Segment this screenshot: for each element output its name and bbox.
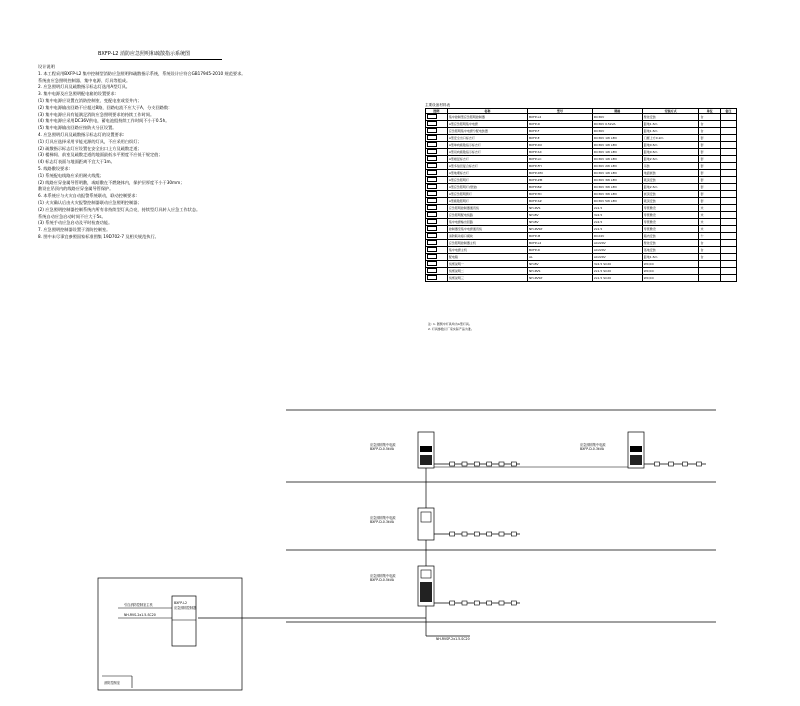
legend-cell: 台 (699, 254, 720, 261)
luminaire-mark (487, 532, 492, 536)
legend-cell: 门框上方0.2m (642, 135, 699, 142)
legend-cell: AL (528, 254, 593, 261)
legend-cell: BXFP-DM (528, 170, 593, 177)
note-line: (3) 系统手动应急启动及平时检查功能。 (38, 220, 113, 226)
legend-cell: 嵌顶安装 (642, 191, 699, 198)
legend-cell: 3x2.5 SC20 (592, 261, 642, 268)
legend-header: 单位 (699, 109, 720, 114)
legend-cell: A型地埋标志灯 (447, 170, 527, 177)
note-line: (2) 应急照明控制器控制系统内所有非持续型灯具点亮，持续型灯具转入应急工作状态。 (38, 206, 201, 212)
legend-cell: BXFP-D (528, 247, 593, 254)
legend-cell: NH-RVSP (528, 226, 593, 233)
notes-heading: 设计说明 (38, 64, 55, 69)
legend-cell: 距地1.5m (642, 128, 699, 135)
legend-cell: 线缆说明一 (447, 261, 527, 268)
legend-cell: DC36V 1W LED (592, 135, 642, 142)
note-line: 1. 本工程采用BXFP-L2 集中控制型消防应急照明和疏散指示系统，系统设计应符合GB17945-2010 规范要求。 (38, 70, 246, 76)
legend-cell: 2x1.5 (592, 205, 642, 212)
note-line: 4. 应急照明灯具及疏散指示标志灯的设置要求: (38, 131, 125, 137)
box-sub: BXFP-D-0.5kVA (370, 578, 394, 582)
legend-header: 备注 (720, 109, 736, 114)
power-box-low (418, 566, 520, 606)
legend-cell: 集中控制型应急照明控制器 (447, 114, 527, 121)
note-line: (5) 集中电源输出回路应按防火分区设置。 (38, 125, 117, 131)
legend-cell: 套 (699, 149, 720, 156)
legend-cell: 落地安装 (642, 247, 699, 254)
legend-cell: BXFP-BZ (528, 184, 593, 191)
note-line: (1) 火灾确认后由火灾报警控制器联动应急照明控制器； (38, 199, 142, 205)
luminaire-mark (462, 462, 467, 466)
box-sub: BXFP-D-0.3kVA (370, 520, 394, 524)
legend-header: 型号 (528, 109, 593, 114)
legend-cell: DC36V 1W LED (592, 170, 642, 177)
note-line: 6. 本系统应与火灾自动报警系统联动，联动控制要求: (38, 193, 137, 199)
legend-cell: DC36V 3W LED (592, 177, 642, 184)
controller-model: BXFP-L2 (174, 601, 188, 605)
legend-caption: 主要设备材料表 (425, 103, 451, 107)
legend-cell: A型应急照明灯(壁装) (447, 184, 527, 191)
note-line: (2) 集中电源输出回路不应超过8路，回路电流不应大于A，分支回路数： (38, 104, 173, 110)
note-line: (4) 集中电源应采用DC36V供电，蓄电池组持续工作时间不小于0.5h。 (38, 118, 170, 124)
legend-cell: 距地1.5m (642, 254, 699, 261)
luminaire-mark (450, 532, 455, 536)
legend-cell: 距地1.5m (642, 121, 699, 128)
legend-cell: 个 (699, 233, 720, 240)
luminaire-mark (655, 462, 660, 466)
legend-cell: BXFP-SZ (528, 198, 593, 205)
legend-cell: 台 (699, 240, 720, 247)
box-label: 应急照明集中电源 (370, 516, 396, 520)
legend-cell: 套 (699, 198, 720, 205)
legend-cell: NH-BV (528, 212, 593, 219)
luminaire-mark (474, 532, 479, 536)
bottom-line-label: NH-RVSP-2x1.5-SC20 (436, 637, 470, 641)
legend-cell: 吊装 (642, 163, 699, 170)
note-line: (2) 疏散指示标志灯应设置在安全出口上方及疏散走道； (38, 145, 142, 151)
legend-cell: 套 (699, 191, 720, 198)
legend-cell: 控制器至集中电源通讯线 (447, 226, 527, 233)
luminaire-mark (462, 532, 467, 536)
legend-cell: 穿管敷设 (642, 205, 699, 212)
legend-cell: 应急照明控制器主机 (447, 240, 527, 247)
controller-source-label: 引自消防控制室主机 (124, 603, 153, 607)
legend-cell: BXFP-D (528, 121, 593, 128)
note-line: (3) 楼梯间、前室及疏散走道的地面最低水平照度不应低于规定值； (38, 152, 163, 158)
legend-cell: BXFP-LC (528, 156, 593, 163)
legend-cell: 套 (699, 177, 720, 184)
note-line: (1) 集中电源应设置在消防控制室、变配电室或竖井内； (38, 97, 142, 103)
legend-cell: A型多信息复合标志灯 (447, 163, 527, 170)
legend-cell: 线缆说明二 (447, 268, 527, 275)
note-line: 5. 线路敷设要求: (38, 165, 70, 171)
legend-cell: DC36V 3W LED (592, 184, 642, 191)
legend-header: 安装方式 (642, 109, 699, 114)
legend-cell: DC36V 1W LED (592, 156, 642, 163)
luminaire-mark (697, 462, 702, 466)
legend-cell: DC36V 1W LED (592, 149, 642, 156)
legend-cell: BXFP-ZM (528, 177, 593, 184)
controller-cable-label: NH-RVS-2x1.5-SC20 (124, 613, 156, 617)
legend-cell: BXFP-SX (528, 149, 593, 156)
legend-cell: 台 (699, 114, 720, 121)
legend-cell: BXFP-M (528, 233, 593, 240)
legend-cell: 距地0.5m (642, 149, 699, 156)
legend-cell: DC36V 5W LED (592, 198, 642, 205)
legend-cell: 2x2.5 (592, 219, 642, 226)
legend-cell: 距地2.5m (642, 156, 699, 163)
luminaire-mark (499, 601, 504, 605)
luminaire-mark (511, 462, 516, 466)
legend-cell: 集中电源输出回路 (447, 219, 527, 226)
luminaire-mark (450, 462, 455, 466)
legend-cell: WC/CC (642, 261, 699, 268)
luminaire-mark (462, 601, 467, 605)
legend-cell: DC36V 1W LED (592, 142, 642, 149)
legend-cell: 套 (699, 184, 720, 191)
note-line: (1) 系统配电线路应采用耐火线缆； (38, 172, 104, 178)
legend-cell: 套 (699, 142, 720, 149)
luminaire-marks (450, 462, 702, 605)
legend-cell: A型应急照明筒灯 (447, 191, 527, 198)
legend-cell: BXFP-DX (528, 142, 593, 149)
legend-cell: NH-RVS (528, 268, 593, 275)
note-line: 3. 集中电源及应急照明配电箱的设置要求: (38, 91, 116, 97)
power-box-mid (418, 508, 520, 540)
legend-cell: BXFP-FH (528, 163, 593, 170)
luminaire-mark (499, 462, 504, 466)
legend-cell: 距地0.5m (642, 142, 699, 149)
room-label: 消防控制室 (104, 681, 120, 685)
luminaire-mark (474, 462, 479, 466)
legend-cell: 套 (699, 170, 720, 177)
legend-cell: 线缆说明三 (447, 275, 527, 282)
legend-cell: NH-BV (528, 219, 593, 226)
legend-cell: A型楼层标志灯 (447, 156, 527, 163)
note-line: 2. 应急照明灯具及疏散指示标志灯选用A型灯具。 (38, 84, 130, 90)
legend-cell: AC220V (592, 247, 642, 254)
legend-cell: 台 (699, 128, 720, 135)
legend-cell: 距地2.5m (642, 184, 699, 191)
legend-cell: DC24V (592, 233, 642, 240)
legend-cell: NH-RVS (528, 205, 593, 212)
legend-cell: BXFP-TD (528, 191, 593, 198)
legend-cell: BXFP-L2 (528, 240, 593, 247)
legend-cell: BXFP-L2 (528, 114, 593, 121)
note-line: 8. 图中未尽事宜参照国家标准图集 19D702-7 及相关规范执行。 (38, 233, 159, 239)
legend-cell: WC/CC (642, 268, 699, 275)
controller-name: 应急照明控制器 (174, 606, 197, 610)
legend-cell: DC36V 0.5kVA (592, 121, 642, 128)
legend-cell: A型双向疏散指示标志灯 (447, 149, 527, 156)
luminaire-mark (487, 462, 492, 466)
drawing-title: BXFP-L2 消防应急照明和疏散指示系统图 (98, 51, 190, 57)
legend-footnote: 注: 1. 图例中灯具均为A型灯具。 (428, 322, 472, 326)
legend-cell: A型应急照明灯 (447, 177, 527, 184)
legend-cell: 米 (699, 212, 720, 219)
legend-cell: AC220V (592, 240, 642, 247)
legend-cell: 应急照明配电线路 (447, 212, 527, 219)
legend-cell: 集中电源主机 (447, 247, 527, 254)
luminaire-mark (669, 462, 674, 466)
legend-cell: 穿管敷设 (642, 212, 699, 219)
box-label: 应急照明集中电源 (370, 574, 396, 578)
legend-header: 图例 (426, 109, 448, 114)
note-line: 7. 应急照明控制器设置于消防控制室。 (38, 227, 111, 233)
legend-cell: 箱内安装 (642, 233, 699, 240)
luminaire-mark (511, 532, 516, 536)
legend-cell: 2x1.5 SC20 (592, 268, 642, 275)
box-sub: BXFP-D-0.3kVA (580, 447, 604, 451)
legend-cell: 3x2.5 (592, 212, 642, 219)
note-line: (3) 集中电源应具有能满足消防应急照明要求的持续工作时间。 (38, 111, 155, 117)
legend-cell: 米 (699, 226, 720, 233)
box-sub: BXFP-D-0.5kVA (370, 447, 394, 451)
luminaire-mark (683, 462, 688, 466)
legend-cell: WC/CC (642, 275, 699, 282)
legend-cell: 壁挂安装 (642, 240, 699, 247)
luminaire-mark (511, 601, 516, 605)
luminaire-mark (450, 601, 455, 605)
legend-header: 规格 (592, 109, 642, 114)
luminaire-mark (499, 532, 504, 536)
legend-header: 名称 (447, 109, 527, 114)
legend-cell: NH-BV (528, 261, 593, 268)
legend-cell: 台 (699, 247, 720, 254)
legend-cell: DC36V (592, 128, 642, 135)
legend-cell: 米 (699, 219, 720, 226)
legend-cell: DC36V (592, 114, 642, 121)
note-line: 系统自动应急启动时间不应大于5s。 (38, 213, 106, 219)
legend-cell: 配电箱 (447, 254, 527, 261)
legend-cell: A型应急照明集中电源 (447, 121, 527, 128)
legend-cell: 地面嵌装 (642, 170, 699, 177)
legend-cell: AC220V (592, 254, 642, 261)
box-label: 应急照明集中电源 (370, 443, 396, 447)
legend-cell: 应急照明控制器通讯线 (447, 205, 527, 212)
legend-cell: 台 (699, 121, 720, 128)
luminaire-mark (474, 601, 479, 605)
legend-cell: 消防联动接口模块 (447, 233, 527, 240)
legend-cell: A型安全出口标志灯 (447, 135, 527, 142)
legend-cell: 2x1.5 (592, 226, 642, 233)
legend-cell: 套 (699, 135, 720, 142)
legend-cell: BXFP-E (528, 135, 593, 142)
legend-cell: 穿管敷设 (642, 226, 699, 233)
note-line: 敷设在吊顶内的线路应穿金属导管保护。 (38, 186, 114, 192)
legend-cell: 米 (699, 205, 720, 212)
legend-cell: DC36V 2W LED (592, 163, 642, 170)
legend-cell: 套 (699, 163, 720, 170)
legend-cell: 吸顶安装 (642, 177, 699, 184)
legend-cell: 吸顶安装 (642, 198, 699, 205)
legend-cell: 穿管敷设 (642, 219, 699, 226)
legend-cell: DC36V 3W LED (592, 191, 642, 198)
legend-cell: 壁挂安装 (642, 114, 699, 121)
luminaire-mark (487, 601, 492, 605)
note-line: (1) 灯具应选择采用节能光源的灯具，不应采用白炽灯； (38, 138, 142, 144)
legend-cell: A型单向疏散指示标志灯 (447, 142, 527, 149)
legend-cell: 2x1.5 SC20 (592, 275, 642, 282)
note-line: 系统由应急照明控制器、集中电源、灯具等组成。 (38, 77, 131, 83)
legend-cell: 套 (699, 156, 720, 163)
legend-cell: NH-RVSP (528, 275, 593, 282)
legend-cell: BXFP-F (528, 128, 593, 135)
control-room (98, 578, 242, 690)
legend-cell: 应急照明集中电源分配电装置 (447, 128, 527, 135)
box-label: 应急照明集中电源 (580, 443, 606, 447)
legend-footnote: 2. 灯具参数以厂家实际产品为准。 (428, 327, 474, 331)
note-line: (2) 线路应穿金属导管明敷，或暗敷在不燃烧体内，保护层厚度不小于30mm； (38, 179, 185, 185)
note-line: (4) 标志灯表面与地面距离不宜大于1m。 (38, 159, 115, 165)
legend-cell: A型疏散照明灯 (447, 198, 527, 205)
